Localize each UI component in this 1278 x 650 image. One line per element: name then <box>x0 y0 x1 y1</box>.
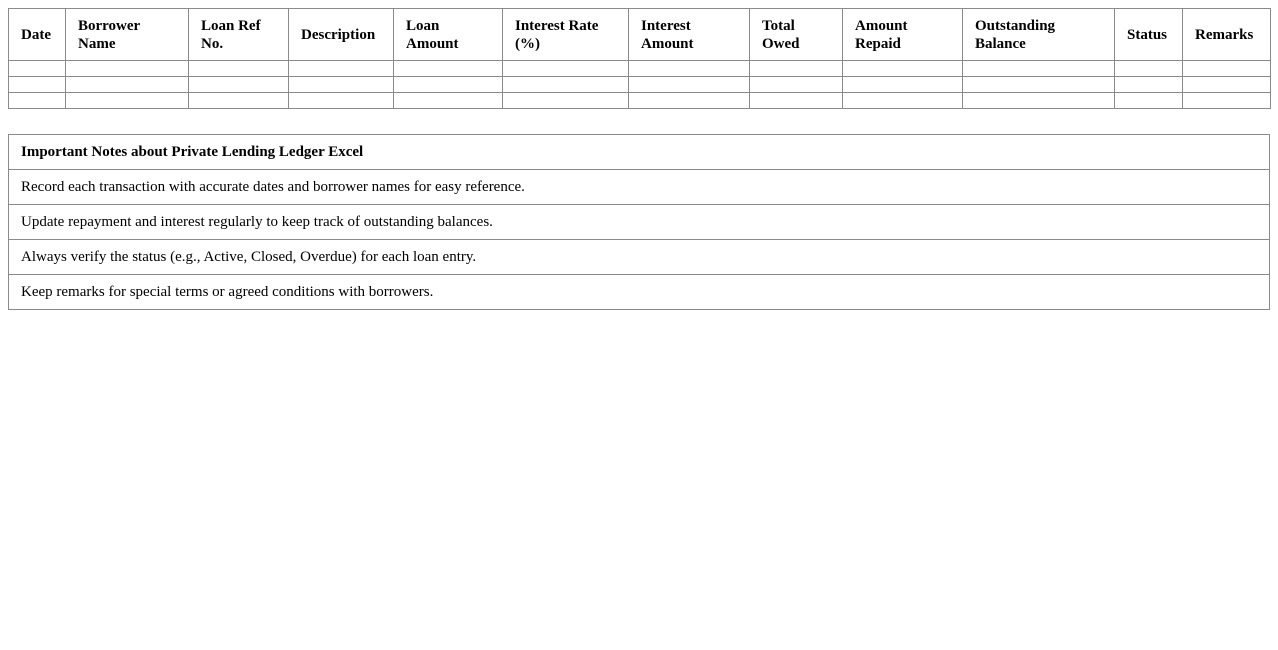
column-header-total-owed: Total Owed <box>750 9 843 61</box>
table-cell[interactable] <box>289 93 394 109</box>
table-cell[interactable] <box>503 77 629 93</box>
table-cell[interactable] <box>9 93 66 109</box>
table-cell[interactable] <box>9 77 66 93</box>
table-row <box>9 77 1271 93</box>
notes-table <box>8 134 1270 310</box>
column-header-amount-repaid: Amount Repaid <box>843 9 963 61</box>
table-row <box>9 61 1271 77</box>
table-cell[interactable] <box>843 77 963 93</box>
table-cell[interactable] <box>1183 61 1271 77</box>
table-cell[interactable] <box>189 93 289 109</box>
list-item <box>9 275 1270 310</box>
column-header-outstanding-balance: Outstanding Balance <box>963 9 1115 61</box>
table-cell[interactable] <box>843 61 963 77</box>
table-cell[interactable] <box>750 77 843 93</box>
column-header-interest-amount: Interest Amount <box>629 9 750 61</box>
table-cell[interactable] <box>963 77 1115 93</box>
table-cell[interactable] <box>66 77 189 93</box>
ledger-body <box>9 61 1271 109</box>
table-cell[interactable] <box>963 93 1115 109</box>
table-row <box>9 93 1271 109</box>
table-cell[interactable] <box>503 61 629 77</box>
table-cell[interactable] <box>1115 61 1183 77</box>
notes-title: Important Notes about Private Lending Ledger Excel <box>9 135 1270 170</box>
table-cell[interactable] <box>289 77 394 93</box>
column-header-loan-ref-no: Loan Ref No. <box>189 9 289 61</box>
table-cell[interactable] <box>1115 77 1183 93</box>
table-cell[interactable] <box>843 93 963 109</box>
note-text: Record each transaction with accurate dates and borrower names for easy reference. <box>9 170 1270 205</box>
column-header-loan-amount: Loan Amount <box>394 9 503 61</box>
table-cell[interactable] <box>750 93 843 109</box>
table-cell[interactable] <box>289 61 394 77</box>
list-item <box>9 240 1270 275</box>
table-cell[interactable] <box>1183 77 1271 93</box>
table-cell[interactable] <box>66 93 189 109</box>
list-item <box>9 170 1270 205</box>
note-text: Update repayment and interest regularly to keep track of outstanding balances. <box>9 205 1270 240</box>
table-cell[interactable] <box>394 61 503 77</box>
ledger-header-row <box>9 9 1271 61</box>
table-cell[interactable] <box>629 61 750 77</box>
table-cell[interactable] <box>1183 93 1271 109</box>
table-cell[interactable] <box>9 61 66 77</box>
table-cell[interactable] <box>963 61 1115 77</box>
table-cell[interactable] <box>503 93 629 109</box>
column-header-interest-rate: Interest Rate (%) <box>503 9 629 61</box>
table-cell[interactable] <box>629 93 750 109</box>
column-header-borrower-name: Borrower Name <box>66 9 189 61</box>
table-cell[interactable] <box>750 61 843 77</box>
column-header-status: Status <box>1115 9 1183 61</box>
ledger-table <box>8 8 1271 109</box>
list-item <box>9 205 1270 240</box>
table-cell[interactable] <box>394 93 503 109</box>
document-page <box>0 0 1278 310</box>
table-cell[interactable] <box>629 77 750 93</box>
column-header-description: Description <box>289 9 394 61</box>
column-header-date: Date <box>9 9 66 61</box>
table-cell[interactable] <box>189 77 289 93</box>
table-cell[interactable] <box>189 61 289 77</box>
column-header-remarks: Remarks <box>1183 9 1271 61</box>
table-cell[interactable] <box>1115 93 1183 109</box>
note-text: Always verify the status (e.g., Active, Closed, Overdue) for each loan entry. <box>9 240 1270 275</box>
notes-title-row <box>9 135 1270 170</box>
table-cell[interactable] <box>394 77 503 93</box>
note-text: Keep remarks for special terms or agreed conditions with borrowers. <box>9 275 1270 310</box>
table-cell[interactable] <box>66 61 189 77</box>
